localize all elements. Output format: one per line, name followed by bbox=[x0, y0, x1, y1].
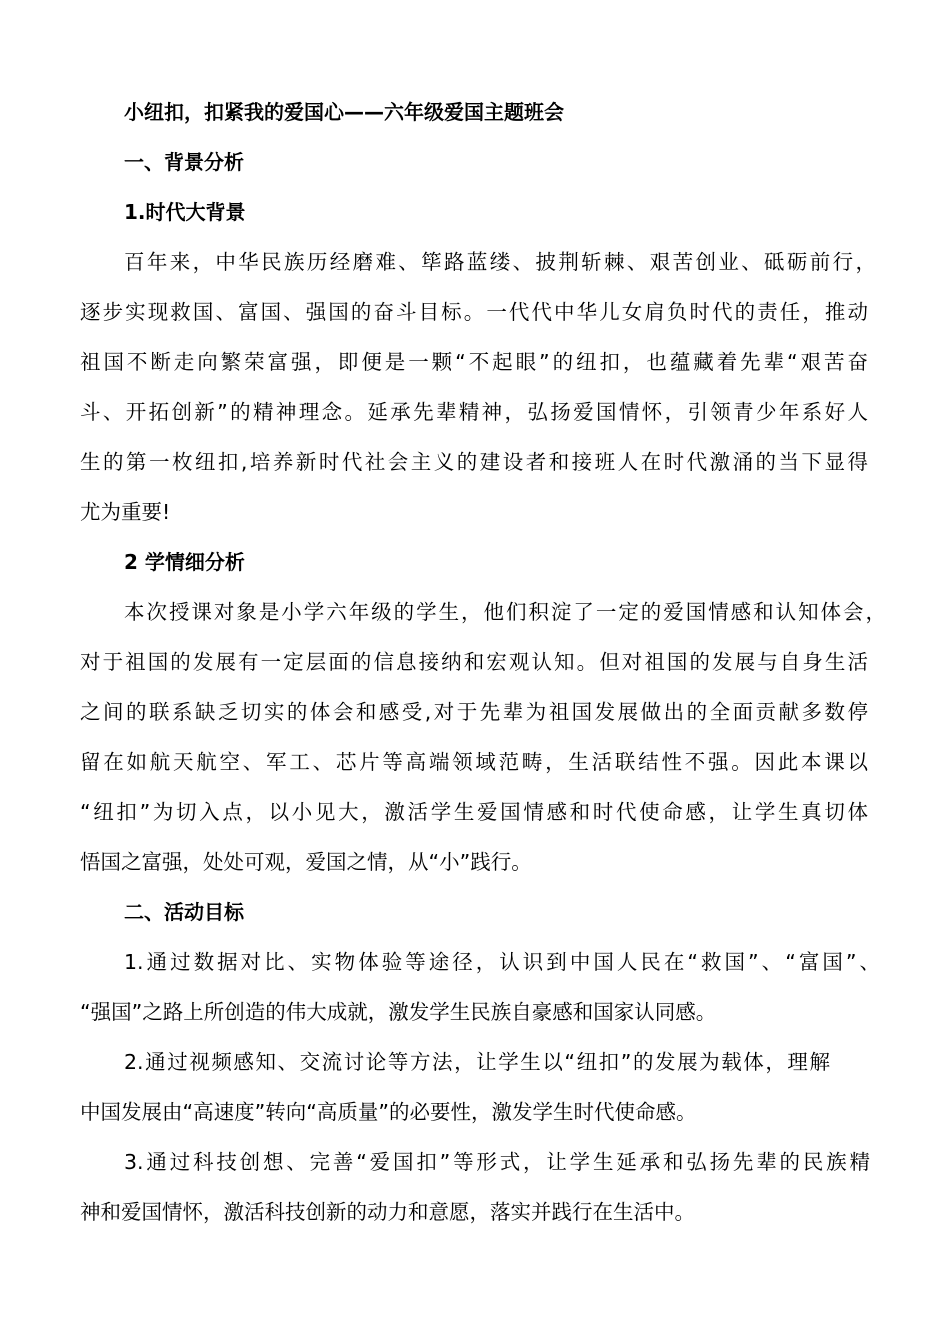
goal-line: 2.通过视频感知、交流讨论等方法，让学生以“纽扣”的发展为载体，理解 bbox=[124, 1050, 830, 1074]
paragraph-line: 百年来，中华民族历经磨难、筚路蓝缕、披荆斩棘、艰苦创业、砥砺前行， bbox=[124, 250, 876, 274]
paragraph-line: 逐步实现救国、富国、强国的奋斗目标。一代代中华儿女肩负时代的责任，推动 bbox=[80, 300, 868, 324]
subheading-student-analysis: 2 学情细分析 bbox=[124, 550, 245, 574]
section-heading-background: 一、背景分析 bbox=[124, 150, 244, 174]
goal-line: “强国”之路上所创造的伟大成就，激发学生民族自豪感和国家认同感。 bbox=[80, 1000, 717, 1024]
goal-line: 中国发展由“高速度”转向“高质量”的必要性，激发学生时代使命感。 bbox=[80, 1100, 697, 1124]
paragraph-line: 尤为重要! bbox=[80, 500, 171, 524]
paragraph-line: 祖国不断走向繁荣富强，即便是一颗“不起眼”的纽扣，也蕴藏着先辈“艰苦奋 bbox=[80, 350, 868, 374]
paragraph-line: 对于祖国的发展有一定层面的信息接纳和宏观认知。但对祖国的发展与自身生活 bbox=[80, 650, 868, 674]
subheading-era-background: 1.时代大背景 bbox=[124, 200, 246, 224]
paragraph-line: 之间的联系缺乏切实的体会和感受,对于先辈为祖国发展做出的全面贡献多数停 bbox=[80, 700, 868, 724]
goal-line: 3.通过科技创想、完善“爱国扣”等形式，让学生延承和弘扬先辈的民族精 bbox=[124, 1150, 870, 1174]
section-heading-goals: 二、活动目标 bbox=[124, 900, 244, 924]
goal-line: 神和爱国情怀，激活科技创新的动力和意愿，落实并践行在生活中。 bbox=[80, 1200, 695, 1224]
goal-line: 1.通过数据对比、实物体验等途径，认识到中国人民在“救国”、“富国”、 bbox=[124, 950, 880, 974]
paragraph-line: 生的第一枚纽扣,培养新时代社会主义的建设者和接班人在时代激涌的当下显得 bbox=[80, 450, 868, 474]
paragraph-line: 斗、开拓创新”的精神理念。延承先辈精神，弘扬爱国情怀，引领青少年系好人 bbox=[80, 400, 868, 424]
paragraph-line: 本次授课对象是小学六年级的学生，他们积淀了一定的爱国情感和认知体会， bbox=[124, 600, 886, 624]
paragraph-line: “纽扣”为切入点，以小见大，激活学生爱国情感和时代使命感，让学生真切体 bbox=[80, 800, 868, 824]
paragraph-line: 留在如航天航空、军工、芯片等高端领域范畴，生活联结性不强。因此本课以 bbox=[80, 750, 868, 774]
document-title: 小纽扣，扣紧我的爱国心——六年级爱国主题班会 bbox=[124, 100, 564, 124]
paragraph-line: 悟国之富强，处处可观，爱国之情，从“小”践行。 bbox=[80, 850, 532, 874]
